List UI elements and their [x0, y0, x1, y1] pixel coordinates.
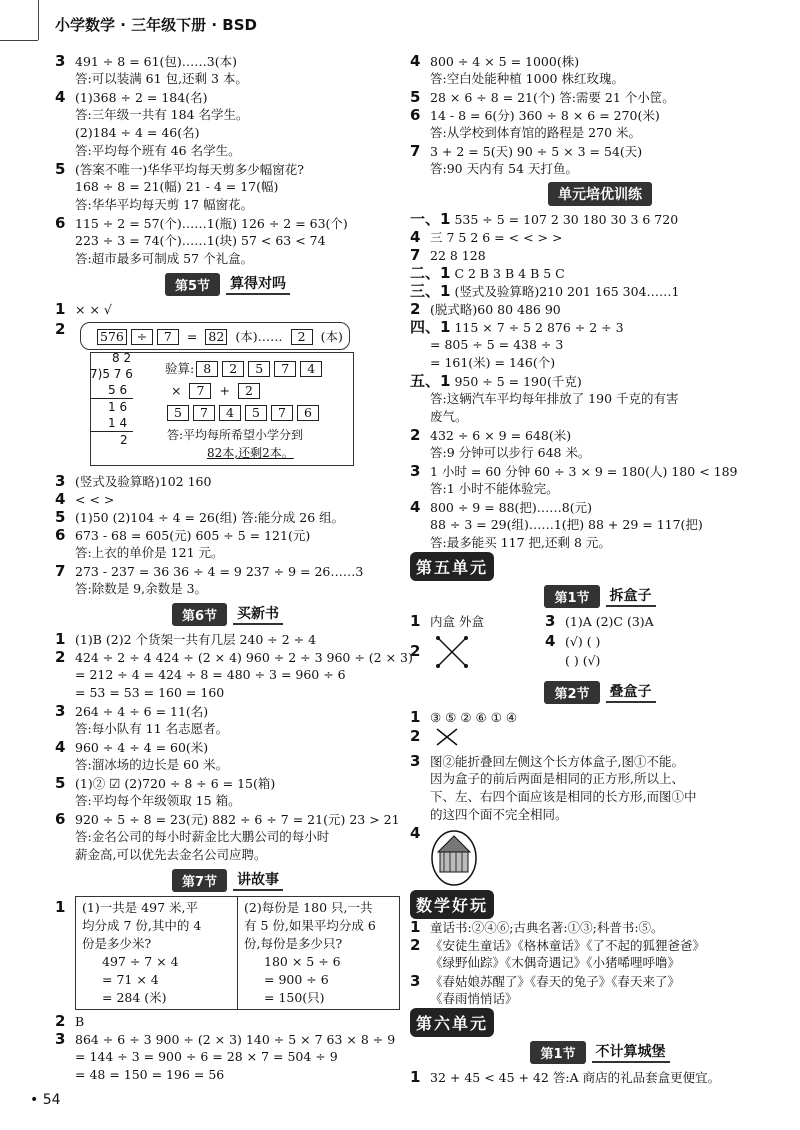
- item-number: 2: [55, 320, 66, 338]
- answer-text: = 161(米) = 146(个): [430, 355, 556, 370]
- answer-line: [410, 246, 790, 264]
- item-number: 4: [410, 228, 421, 246]
- answer-line: [410, 264, 790, 282]
- item-number: 二、1: [410, 264, 451, 282]
- answer-line: [410, 300, 790, 318]
- answer-line: [410, 444, 790, 462]
- section-heading: [410, 680, 790, 704]
- answer-line: [55, 70, 400, 88]
- cell: 7: [271, 405, 293, 421]
- answer-text: 491 ÷ 8 = 61(包)……3(本): [75, 54, 238, 69]
- answer-text: 答:可以装满 61 包,还剩 3 本。: [75, 71, 248, 86]
- item-number: 6: [55, 810, 66, 828]
- cell: 5: [245, 405, 267, 421]
- answer-line: [410, 426, 790, 444]
- story-line: 180 × 5 ÷ 6: [264, 954, 341, 969]
- answer-text: 下、左、右四个面应该是相同的长方形,而图①中: [430, 789, 697, 804]
- answer-line: [410, 282, 790, 300]
- corner-mark: [38, 0, 39, 40]
- answer-line: [410, 936, 790, 954]
- story-line: 497 ÷ 7 × 4: [102, 954, 179, 969]
- cell: (本): [320, 329, 343, 344]
- story-line: = 71 × 4: [102, 972, 159, 987]
- answer-text: 950 ÷ 5 = 190(千克): [454, 374, 582, 389]
- answer-text: 3 + 2 = 5(天) 90 ÷ 5 × 3 = 54(天): [430, 144, 643, 159]
- answer-text: 424 ÷ 2 ÷ 4 424 ÷ (2 × 4) 960 ÷ 2 ÷ 3 960 ÷ (2 × 3): [75, 650, 413, 665]
- division-line: 1 6: [108, 400, 128, 414]
- answer-text: = 212 ÷ 4 = 424 ÷ 8 = 480 ÷ 3 = 960 ÷ 6: [75, 667, 346, 682]
- corner-mark: [0, 40, 38, 41]
- section-tag: 第6节: [172, 603, 227, 626]
- check-work: [165, 358, 324, 424]
- answer-text: 答:从学校到体育馆的路程是 270 米。: [430, 125, 642, 140]
- answer-line: [410, 70, 790, 88]
- cell: 5: [248, 361, 270, 377]
- cell: 4: [219, 405, 241, 421]
- answer-text: 1 小时 = 60 分钟 60 ÷ 3 × 9 = 180(人) 180 < 189: [430, 464, 738, 479]
- unit-training-heading: [410, 182, 790, 206]
- answer-text: 答:90 天内有 54 天打鱼。: [430, 161, 578, 176]
- section-title: 拆盒子: [606, 585, 656, 607]
- item-number: 2: [55, 648, 66, 666]
- answer-line: [410, 972, 790, 990]
- cell: ÷: [131, 329, 153, 345]
- answer-text: ( ) (√): [565, 653, 601, 668]
- answer-text: (1)B (2)2 个货架一共有几层 240 ÷ 2 ÷ 4: [75, 632, 317, 647]
- answer-line: [55, 232, 400, 250]
- answer-text: 的这四个面不完全相同。: [430, 807, 568, 822]
- answer-line: [55, 562, 400, 580]
- answer-line: [55, 52, 400, 70]
- answer-line: [410, 52, 790, 70]
- answer-text: ③ ⑤ ② ⑥ ① ④: [430, 710, 518, 725]
- item-number: 3: [410, 972, 421, 990]
- section-title: 买新书: [233, 603, 283, 625]
- answer-line: [410, 88, 790, 106]
- answer-text: 82本,还剩2本。: [207, 446, 294, 460]
- answer-text: < < >: [75, 492, 115, 507]
- answer-text: 答:平均每个班有 46 名学生。: [75, 143, 241, 158]
- answer-text: (脱式略)60 80 486 90: [430, 302, 561, 317]
- answer-text: (1)② ☑ (2)720 ÷ 8 ÷ 6 = 15(箱): [75, 776, 276, 791]
- answer-line: [410, 498, 790, 516]
- answer-text: 28 × 6 ÷ 8 = 21(个) 答:需要 21 个小筐。: [430, 90, 675, 105]
- answer-text: 答:金名公司的每小时薪金比大鹏公司的每小时: [75, 829, 330, 844]
- section-heading: [55, 602, 400, 626]
- cell: 576: [97, 329, 127, 345]
- item-number: 1: [55, 630, 66, 648]
- story-line: = 284 (米): [102, 990, 167, 1005]
- answer-line: [55, 508, 400, 526]
- answer-line: [55, 666, 400, 684]
- right-column: [410, 52, 790, 1086]
- item-number: 3: [410, 752, 421, 770]
- item-number: 7: [410, 142, 421, 160]
- item-number: 7: [410, 246, 421, 264]
- answer-text: B: [75, 1014, 85, 1029]
- division-line: 2: [120, 433, 128, 447]
- item-number: 1: [55, 898, 66, 916]
- cell: 7: [274, 361, 296, 377]
- answer-line: [410, 918, 790, 936]
- answer-text: 273 - 237 = 36 36 ÷ 4 = 9 237 ÷ 9 = 26……3: [75, 564, 364, 579]
- cell: 82: [205, 329, 227, 345]
- item-number: 5: [55, 160, 66, 178]
- answer-line: [410, 106, 790, 124]
- page-number-value: 54: [42, 1092, 61, 1108]
- story-line: (2)每份是 180 只,一共: [244, 900, 373, 915]
- answer-text: 答:1 小时不能体验完。: [430, 481, 559, 496]
- cell: 6: [297, 405, 319, 421]
- answer-text: 432 ÷ 6 × 9 = 648(米): [430, 428, 572, 443]
- answer-line: [55, 472, 400, 490]
- cell: 7: [193, 405, 215, 421]
- story-line: 有 5 份,如果平均分成 6: [244, 918, 376, 933]
- item-number: 6: [55, 214, 66, 232]
- item-number: 2: [410, 936, 421, 954]
- answer-line: [55, 756, 400, 774]
- answer-line: [410, 228, 790, 246]
- answer-text: × × √: [75, 302, 112, 317]
- story-line: 均分成 7 份,其中的 4: [82, 918, 202, 933]
- answer-text: (2)184 ÷ 4 = 46(名): [75, 125, 200, 140]
- answer-text: (竖式及验算略)102 160: [75, 474, 212, 489]
- answer-line: [410, 788, 790, 806]
- cell: ×: [171, 383, 182, 398]
- answer-line: [410, 990, 790, 1008]
- answer-text: 264 ÷ 4 ÷ 6 = 11(名): [75, 704, 209, 719]
- section-title: 算得对吗: [226, 273, 290, 295]
- answer-text: C 2 B 3 B 4 B 5 C: [454, 266, 565, 281]
- item-number: 4: [545, 632, 556, 650]
- item-number: 2: [410, 641, 421, 660]
- answer-text: 答:平均每个年级领取 15 箱。: [75, 793, 241, 808]
- answer-line: [55, 214, 400, 232]
- answer-text: 答:每小队有 11 名志愿者。: [75, 721, 229, 736]
- item-number: 3: [55, 52, 66, 70]
- check-label: 验算:: [165, 361, 195, 376]
- story-line: (1)一共是 497 米,平: [82, 900, 198, 915]
- answer-text: 535 ÷ 5 = 107 2 30 180 30 3 6 720: [454, 212, 679, 227]
- answer-text: = 53 = 53 = 160 = 160: [75, 685, 225, 700]
- item-number: 1: [410, 612, 421, 630]
- story-line: = 150(只): [264, 990, 325, 1005]
- answer-line: [55, 738, 400, 756]
- item-number: 五、1: [410, 372, 451, 390]
- item-number: 6: [55, 526, 66, 544]
- answer-box: [167, 426, 303, 462]
- answer-text: (√) ( ): [565, 634, 601, 649]
- answer-line: [55, 648, 413, 666]
- answer-line: [55, 160, 400, 178]
- answer-text: 答:超市最多可制成 57 个礼盒。: [75, 251, 254, 266]
- answer-text: 内盒 外盒: [430, 614, 484, 629]
- answer-text: 《春雨悄悄话》: [430, 991, 518, 1006]
- section-title: 不计算城堡: [592, 1041, 670, 1063]
- answer-line: [55, 196, 400, 214]
- item-number: 3: [55, 1030, 66, 1048]
- story-line: = 900 ÷ 6: [264, 972, 329, 987]
- item-number: 三、1: [410, 282, 451, 300]
- answer-text: 《春姑娘苏醒了》《春天的兔子》《春天来了》: [430, 974, 681, 989]
- answer-text: (竖式及验算略)210 201 165 304……1: [454, 284, 680, 299]
- answer-line: [410, 462, 790, 480]
- section-heading: [55, 272, 400, 296]
- answer-line: [55, 720, 400, 738]
- item-number: 2: [55, 1012, 66, 1030]
- answer-text: (1)A (2)C (3)A: [565, 614, 654, 629]
- cell: 5: [167, 405, 189, 421]
- item-number: 4: [55, 738, 66, 756]
- answer-line: [55, 810, 400, 828]
- answer-text: = 48 = 150 = 196 = 56: [75, 1067, 225, 1082]
- answer-line: [410, 142, 790, 160]
- section-tag: 第7节: [172, 869, 227, 892]
- answer-text: 168 ÷ 8 = 21(幅) 21 - 4 = 17(幅): [75, 179, 279, 194]
- answer-line: [55, 1030, 400, 1048]
- cell: 4: [300, 361, 322, 377]
- item-number: 2: [410, 726, 421, 745]
- answer-line: [410, 408, 790, 426]
- answer-text: 答:除数是 9,余数是 3。: [75, 581, 208, 596]
- story-table: [75, 896, 400, 1010]
- answer-line: [410, 336, 790, 354]
- answer-line: [55, 124, 400, 142]
- section-tag: 第1节: [530, 1041, 585, 1064]
- item-number: 四、1: [410, 318, 451, 336]
- item-number: 4: [55, 490, 66, 508]
- answer-text: 960 ÷ 4 ÷ 4 = 60(米): [75, 740, 209, 755]
- item-number: 6: [410, 106, 421, 124]
- cell: 2: [238, 383, 260, 399]
- answer-text: 答:最多能买 117 把,还剩 8 元。: [430, 535, 611, 550]
- answer-text: (1)50 (2)104 ÷ 4 = 26(组) 答:能分成 26 组。: [75, 510, 345, 525]
- matching-lines-icon: [434, 634, 470, 670]
- unit-title: 第六单元: [410, 1008, 494, 1037]
- answer-text: = 144 ÷ 3 = 900 ÷ 6 = 28 × 7 = 504 ÷ 9: [75, 1049, 338, 1064]
- answer-text: 《绿野仙踪》《木偶奇遇记》《小猪唏哩呼噜》: [430, 955, 681, 970]
- answer-text: 答:上衣的单价是 121 元。: [75, 545, 224, 560]
- answer-text: = 805 ÷ 5 = 438 ÷ 3: [430, 337, 564, 352]
- answer-text: 115 ÷ 2 = 57(个)……1(瓶) 126 ÷ 2 = 63(个): [75, 216, 348, 231]
- unit-heading: [410, 552, 790, 580]
- answer-text: 《安徒生童话》《格林童话》《了不起的狐狸爸爸》: [430, 938, 706, 953]
- item-number: 4: [55, 88, 66, 106]
- answer-text: 223 ÷ 3 = 74(个)……1(块) 57 < 63 < 74: [75, 233, 326, 248]
- cell: 7: [189, 383, 211, 399]
- equation-row: [95, 327, 349, 345]
- answer-line: [410, 806, 790, 824]
- answer-text: 920 ÷ 5 ÷ 8 = 23(元) 882 ÷ 6 ÷ 7 = 21(元) 23 > 21: [75, 812, 400, 827]
- cell: 2: [291, 329, 313, 345]
- answer-line: [410, 770, 790, 788]
- answer-line: [55, 250, 400, 268]
- answer-line: [55, 1012, 400, 1030]
- answer-text: 三 7 5 2 6 = < < > >: [430, 230, 563, 245]
- cell: 7: [157, 329, 179, 345]
- answer-line: [55, 490, 400, 508]
- answer-text: 答:溜冰场的边长是 60 米。: [75, 757, 229, 772]
- cell: =: [186, 329, 198, 344]
- unit-heading: [410, 1008, 790, 1036]
- answer-text: 答:三年级一共有 184 名学生。: [75, 107, 249, 122]
- item-number: 1: [410, 918, 421, 936]
- answer-text: 答:空白处能种植 1000 株红玫瑰。: [430, 71, 624, 86]
- item-number: 3: [55, 472, 66, 490]
- answer-line: [55, 846, 400, 864]
- answer-text: 薪金高,可以优先去金名公司应聘。: [75, 847, 267, 862]
- division-line: 7)5 7 6: [90, 367, 133, 381]
- answer-line: [410, 160, 790, 178]
- item-number: 2: [410, 426, 421, 444]
- cell: +: [219, 383, 230, 398]
- section-heading: [55, 868, 400, 892]
- answer-line: [410, 752, 790, 770]
- cell: 2: [222, 361, 244, 377]
- page-header: 小学数学 · 三年级下册 · BSD: [55, 16, 257, 34]
- answer-line: [55, 1066, 400, 1084]
- answer-text: 图②能折叠回左侧这个长方体盒子,图①不能。: [430, 754, 684, 769]
- unit-title: 第五单元: [410, 552, 494, 581]
- answer-text: 答:平均每所希望小学分到: [167, 428, 304, 442]
- item-number: 3: [410, 462, 421, 480]
- item-number: 4: [410, 498, 421, 516]
- answer-line: [55, 142, 400, 160]
- answer-line: [410, 210, 790, 228]
- section-tag: 第1节: [544, 585, 599, 608]
- story-line: 份,每份是多少只?: [244, 936, 343, 951]
- answer-text: 22 8 128: [430, 248, 486, 263]
- division-line: 5 6: [90, 382, 133, 399]
- answer-line: [55, 526, 400, 544]
- answer-text: 673 - 68 = 605(元) 605 ÷ 5 = 121(元): [75, 528, 311, 543]
- matching-lines-icon: [434, 726, 460, 748]
- cell: (本)……: [235, 329, 283, 344]
- answer-line: [55, 774, 400, 792]
- answer-text: 答:华华平均每天剪 17 幅窗花。: [75, 197, 254, 212]
- item-number: 5: [55, 774, 66, 792]
- item-number: 4: [410, 52, 421, 70]
- answer-line: [55, 106, 400, 124]
- answer-text: 115 × 7 ÷ 5 2 876 ÷ 2 ÷ 3: [454, 320, 624, 335]
- answer-line: [55, 178, 400, 196]
- section-title: 叠盒子: [606, 681, 656, 703]
- item-number: 1: [410, 1068, 421, 1086]
- story-line: 份是多少米?: [82, 936, 152, 951]
- answer-line: [55, 580, 400, 598]
- box-figure: [410, 824, 790, 890]
- item-number: 3: [55, 702, 66, 720]
- left-column: [55, 52, 413, 1084]
- answer-text: 因为盒子的前后两面是相同的正方形,所以上、: [430, 771, 684, 786]
- answer-line: [410, 516, 790, 534]
- division-check-figure: [55, 320, 400, 470]
- answer-line: [410, 480, 790, 498]
- item-number: 3: [545, 612, 556, 630]
- page-number: • 54: [30, 1092, 61, 1108]
- answer-line: [55, 702, 400, 720]
- answer-line: [55, 1048, 400, 1066]
- section-tag: 第5节: [165, 273, 220, 296]
- item-number: 一、1: [410, 210, 451, 228]
- division-line: 8 2: [112, 351, 132, 365]
- item-number: 5: [410, 88, 421, 106]
- answer-text: 32 + 45 < 45 + 42 答:A 商店的礼品套盒更便宜。: [430, 1070, 721, 1085]
- answer-text: 864 ÷ 6 ÷ 3 900 ÷ (2 × 3) 140 ÷ 5 × 7 63 × 8 ÷ 9: [75, 1032, 396, 1047]
- long-division: [90, 350, 133, 448]
- answer-text: 800 ÷ 4 × 5 = 1000(株): [430, 54, 580, 69]
- item-number: 2: [410, 300, 421, 318]
- item-number: 4: [410, 824, 421, 842]
- item-number: 7: [55, 562, 66, 580]
- answer-line: [410, 124, 790, 142]
- division-line: 1 4: [90, 415, 133, 432]
- unit-title: 数学好玩: [410, 890, 494, 919]
- answer-line: [55, 684, 400, 702]
- section-heading: [410, 1040, 790, 1064]
- pyramid-box-icon: [430, 826, 478, 886]
- answer-text: 88 ÷ 3 = 29(组)……1(把) 88 + 29 = 117(把): [430, 517, 703, 532]
- answer-line: [55, 544, 400, 562]
- answer-text: 800 ÷ 9 = 88(把)……8(元): [430, 500, 593, 515]
- item-number: 1: [410, 708, 421, 726]
- section-tag: 第2节: [544, 681, 599, 704]
- section-title: 讲故事: [233, 869, 283, 891]
- answer-text: 答:9 分钟可以步行 648 米。: [430, 445, 591, 460]
- answer-line: [410, 354, 790, 372]
- unpack-box-answers: [410, 612, 790, 676]
- answer-line: [410, 372, 790, 390]
- answer-line: [55, 792, 400, 810]
- answer-line: [410, 534, 790, 552]
- answer-text: (答案不唯一)华华平均每天剪多少幅窗花?: [75, 162, 304, 177]
- item-number: 5: [55, 508, 66, 526]
- answer-line: [55, 630, 400, 648]
- answer-line: [410, 318, 790, 336]
- section-heading: [410, 584, 790, 608]
- item-number: 1: [55, 300, 66, 318]
- answer-text: 答:这辆汽车平均每年排放了 190 千克的有害: [430, 391, 679, 406]
- cell: 8: [196, 361, 218, 377]
- answer-text: 童话书:②④⑥;古典名著:①③;科普书:⑤。: [430, 920, 664, 935]
- answer-text: (1)368 ÷ 2 = 184(名): [75, 90, 208, 105]
- answer-line: [55, 88, 400, 106]
- answer-line: [410, 954, 790, 972]
- section-tag: 单元培优训练: [548, 182, 652, 206]
- answer-text: 废气。: [430, 409, 468, 424]
- fun-heading: [410, 890, 790, 918]
- answer-text: 14 - 8 = 6(分) 360 ÷ 8 × 6 = 270(米): [430, 108, 660, 123]
- answer-line: [55, 828, 400, 846]
- answer-line: [410, 390, 790, 408]
